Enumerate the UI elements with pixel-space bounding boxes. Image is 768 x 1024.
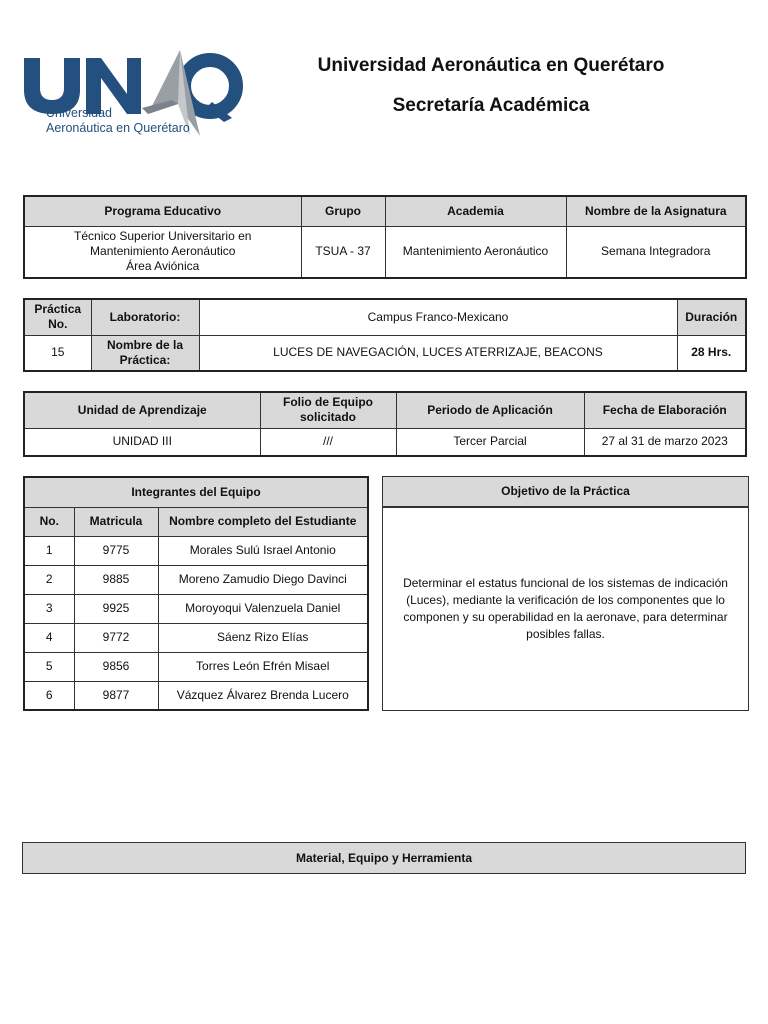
row-no: 1 [24,536,74,565]
logo-subtitle-line2: Aeronáutica en Querétaro [46,121,190,135]
team-table [23,476,369,711]
header-grupo: Grupo [301,196,385,226]
objective-text: Determinar el estatus funcional de los sistemas de indicación (Luces), mediante la verificación de los componentes que lo componen y su operabilidad en la aeronave, para determinar posibles fallas. [403,576,728,641]
header-periodo: Periodo de Aplicación [396,392,584,428]
header-unidad: Unidad de Aprendizaje [24,392,260,428]
logo-registered-mark: ® [228,102,235,112]
row-matricula: 9856 [74,652,158,681]
cell-nombre-practica: LUCES DE NAVEGACIÓN, LUCES ATERRIZAJE, BEACONS [199,335,677,371]
table-row [24,681,368,710]
row-no: 3 [24,594,74,623]
objective-title: Objetivo de la Práctica [383,477,748,508]
cell-duracion: 28 Hrs. [677,335,746,371]
table-row [24,652,368,681]
practica-label-line1: Práctica [34,302,82,317]
row-matricula: 9885 [74,565,158,594]
programa-line1: Técnico Superior Universitario en [74,229,252,244]
row-nombre: Moreno Zamudio Diego Davinci [158,565,368,594]
header-practica-no [24,299,91,335]
row-matricula: 9772 [74,623,158,652]
unit-table [23,391,747,457]
folio-label-line1: Folio de Equipo [283,395,373,410]
header-nombre-practica [91,335,199,371]
cell-practica-no: 15 [24,335,91,371]
practice-table [23,298,747,372]
cell-grupo: TSUA - 37 [301,226,385,278]
header-matricula: Matricula [74,507,158,536]
row-nombre: Morales Sulú Israel Antonio [158,536,368,565]
row-nombre: Vázquez Álvarez Brenda Lucero [158,681,368,710]
header-nombre-estudiante: Nombre completo del Estudiante [158,507,368,536]
row-matricula: 9877 [74,681,158,710]
header-duracion: Duración [677,299,746,335]
cell-academia: Mantenimiento Aeronáutico [385,226,566,278]
cell-periodo: Tercer Parcial [396,428,584,456]
row-no: 2 [24,565,74,594]
header-asignatura: Nombre de la Asignatura [566,196,746,226]
unaq-logo [22,44,244,144]
material-title: Material, Equipo y Herramienta [295,851,473,865]
header-academia: Academia [385,196,566,226]
table-row [24,623,368,652]
page-title: Universidad Aeronáutica en Querétaro [317,55,665,76]
cell-laboratorio: Campus Franco-Mexicano [199,299,677,335]
folio-label-line2: solicitado [299,410,356,425]
row-matricula: 9925 [74,594,158,623]
logo-subtitle-line1: Universidad [46,106,113,120]
table-row [24,536,368,565]
header-no: No. [24,507,74,536]
cell-fecha: 27 al 31 de marzo 2023 [584,428,746,456]
page-subtitle: Secretaría Académica [392,95,590,116]
row-nombre: Sáenz Rizo Elías [158,623,368,652]
cell-asignatura: Semana Integradora [566,226,746,278]
practica-label-line2: No. [48,317,68,332]
row-nombre: Moroyoqui Valenzuela Daniel [158,594,368,623]
header-fecha: Fecha de Elaboración [584,392,746,428]
material-panel [22,842,746,874]
objective-panel [382,476,749,711]
logo-text [244,44,245,45]
programa-line2: Mantenimiento Aeronáutico [90,244,236,259]
cell-programa [24,226,301,278]
row-matricula: 9775 [74,536,158,565]
programa-line3: Área Aviónica [126,259,200,274]
table-row [24,565,368,594]
program-table [23,195,747,279]
table-row [24,594,368,623]
header-programa: Programa Educativo [24,196,301,226]
header-folio [260,392,396,428]
nombre-label-line1: Nombre de la [106,337,184,352]
cell-folio: /// [260,428,396,456]
header-laboratorio: Laboratorio: [91,299,199,335]
cell-unidad: UNIDAD III [24,428,260,456]
row-no: 5 [24,652,74,681]
nombre-label-line2: Práctica: [119,352,171,367]
team-table-title: Integrantes del Equipo [24,477,368,507]
row-no: 6 [24,681,74,710]
row-nombre: Torres León Efrén Misael [158,652,368,681]
row-no: 4 [24,623,74,652]
